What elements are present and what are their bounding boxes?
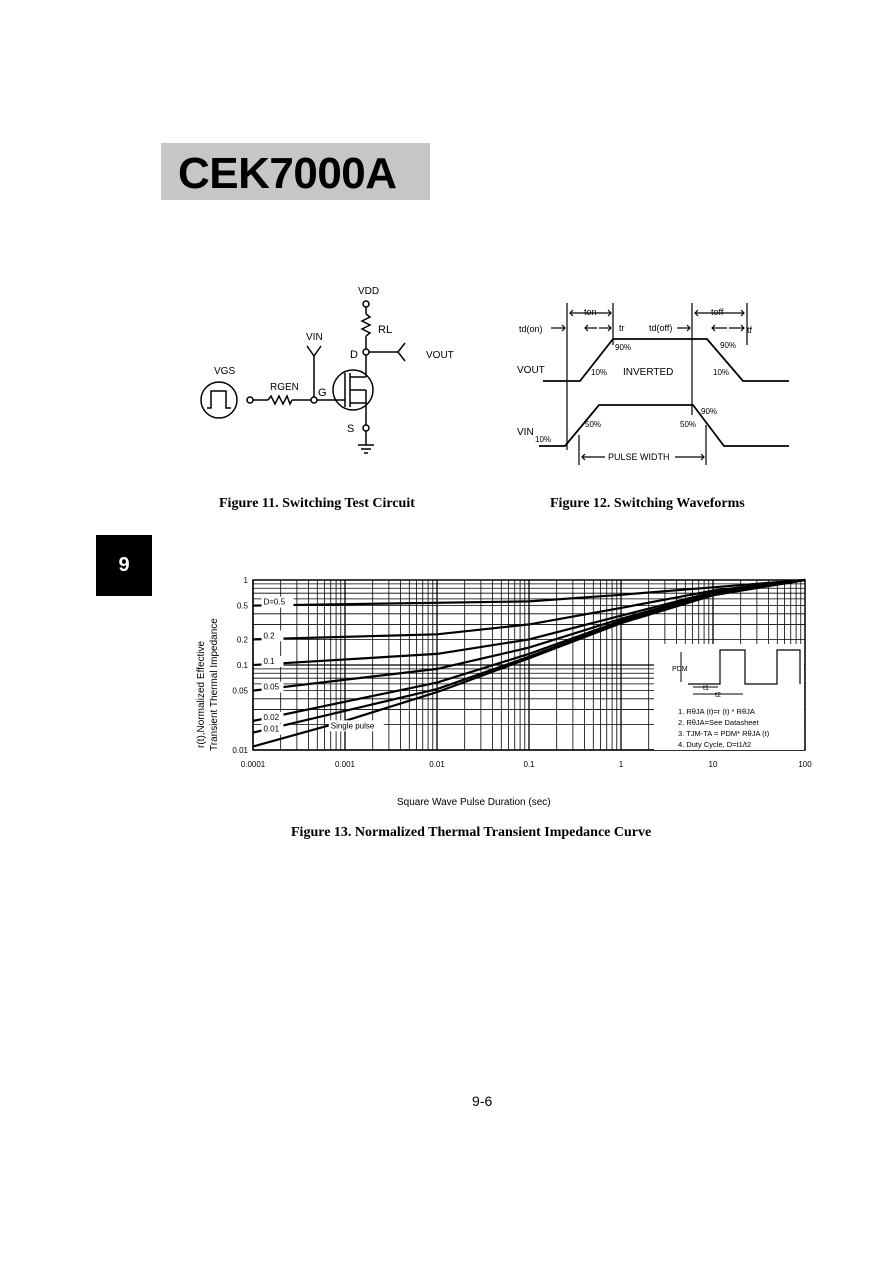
label-inverted: INVERTED: [623, 367, 674, 378]
x-tick-label: 0.0001: [240, 760, 266, 769]
thermal-impedance-chart: [190, 570, 830, 815]
x-tick-label: 0.001: [334, 760, 356, 769]
vdd-terminal: [363, 301, 369, 307]
label-tr: tr: [619, 323, 625, 333]
section-tab-number: 9: [118, 554, 130, 576]
rl-resistor: [362, 314, 370, 336]
rgen-resistor: [268, 396, 292, 404]
inset-note-1: 1. RθJA (t)=r (t) * RθJA: [678, 707, 755, 716]
pulse-symbol: [207, 391, 231, 408]
label-vout-wave: VOUT: [517, 365, 545, 376]
label-rgen: RGEN: [270, 382, 299, 393]
vgs-source: [201, 382, 237, 418]
y-axis-label-line1: r(t),Normalized Effective: [196, 640, 207, 748]
inset-note-2: 2. RθJA=See Datasheet: [678, 718, 759, 727]
series-label: 0.01: [263, 724, 280, 734]
x-tick-label: 100: [798, 760, 812, 769]
label-toff: toff: [711, 307, 724, 317]
series-label: Single pulse: [330, 721, 375, 731]
figure-13-caption: Figure 13. Normalized Thermal Transient Impedance Curve: [291, 825, 652, 840]
vin-waveform: [539, 405, 789, 446]
label-tdon: td(on): [519, 324, 543, 334]
figure-12-caption: Figure 12. Switching Waveforms: [550, 496, 745, 511]
series-label: 0.02: [263, 712, 280, 722]
vout-arrow: [398, 343, 405, 361]
label-pulse-width: PULSE WIDTH: [608, 452, 670, 462]
y-tick-label: 0.01: [232, 746, 248, 755]
label-90-b: 90%: [720, 341, 737, 350]
label-tdoff: td(off): [649, 323, 673, 333]
y-tick-label: 0.05: [232, 686, 248, 696]
part-number-title: CEK7000A: [178, 149, 397, 198]
y-tick-label: 0.2: [236, 635, 248, 645]
switching-test-circuit: [190, 280, 480, 470]
page-number: 9-6: [472, 1093, 493, 1109]
label-rl: RL: [378, 324, 393, 336]
vin-arrow: [307, 346, 321, 356]
label-10-b: 10%: [713, 368, 730, 377]
duty-cycle-inset: [654, 644, 804, 750]
switching-waveforms: [515, 295, 795, 475]
inset-pdm-label: PDM: [672, 666, 688, 673]
x-tick-label: 0.1: [523, 760, 535, 769]
gate-node: [311, 397, 317, 403]
label-10-c: 10%: [535, 435, 552, 444]
inset-note-4: 4. Duty Cycle, D=t1/t2: [678, 740, 752, 749]
label-vin-wave: VIN: [517, 427, 534, 438]
drain-node: [363, 349, 369, 355]
x-axis-label: Square Wave Pulse Duration (sec): [397, 797, 551, 808]
label-tf: tf: [747, 325, 753, 335]
series-label: 0.05: [263, 682, 280, 692]
figure-11-caption: Figure 11. Switching Test Circuit: [219, 496, 415, 511]
label-vdd: VDD: [358, 286, 380, 297]
series-label: 0.2: [263, 631, 275, 641]
vgs-node: [247, 397, 253, 403]
y-tick-label: 0.5: [236, 601, 248, 611]
label-90-c: 90%: [701, 407, 718, 416]
label-vout: VOUT: [426, 350, 454, 361]
label-d: D: [350, 349, 358, 361]
label-90-a: 90%: [615, 343, 632, 352]
x-tick-label: 0.01: [429, 760, 445, 769]
label-ton: ton: [584, 307, 597, 317]
section-tab: [96, 535, 152, 596]
source-node: [363, 425, 369, 431]
x-tick-label: 10: [708, 760, 718, 769]
series-label: 0.1: [263, 657, 275, 666]
label-s: S: [347, 423, 355, 435]
y-tick-label: 0.1: [236, 661, 248, 670]
series-label: D=0.5: [263, 597, 286, 607]
x-tick-label: 1: [618, 760, 624, 769]
label-vin: VIN: [306, 332, 323, 343]
y-axis-label-line2: Transient Thermal Impedance: [209, 618, 220, 751]
inset-note-3: 3. TJM-TA = PDM* RθJA (t): [678, 729, 770, 738]
inset-t1-label: t1: [703, 685, 709, 692]
inset-t2-label: t2: [715, 692, 721, 699]
label-50-b: 50%: [680, 420, 697, 429]
label-g: G: [318, 387, 327, 399]
label-50-a: 50%: [585, 420, 602, 429]
y-tick-label: 1: [243, 576, 248, 585]
label-10-a: 10%: [591, 368, 608, 377]
label-vgs: VGS: [214, 366, 236, 377]
